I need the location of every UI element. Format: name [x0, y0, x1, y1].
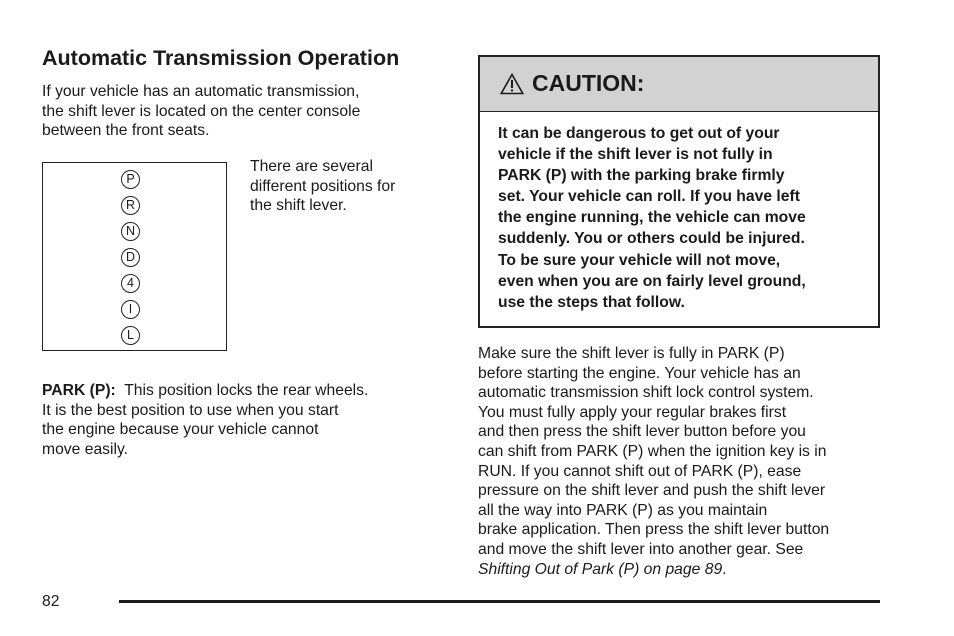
body-line: brake application. Then press the shift lever button	[478, 521, 830, 539]
body-line: automatic transmission shift lock control system.	[478, 384, 814, 402]
caution-line: vehicle if the shift lever is not fully in	[498, 146, 773, 164]
intro-line: between the front seats.	[42, 122, 210, 140]
intro-line: the shift lever is located on the center console	[42, 102, 361, 120]
caution-line: To be sure your vehicle will not move,	[498, 251, 781, 269]
body-line: and then press the shift lever button before you	[478, 423, 806, 441]
caution-header	[480, 57, 878, 112]
body-line: Make sure the shift lever is fully in PARK (P)	[478, 345, 785, 362]
caution-line: set. Your vehicle can roll. If you have left	[498, 188, 800, 206]
warning-triangle-icon	[500, 73, 524, 95]
section-heading: Automatic Transmission Operation	[42, 46, 400, 70]
park-line: the engine because your vehicle cannot	[42, 421, 319, 439]
park-line: move easily.	[42, 440, 129, 458]
body-line: pressure on the shift lever and push the shift lever	[478, 482, 826, 500]
caution-line: even when you are on fairly level ground,	[498, 272, 806, 290]
page-number: 82	[42, 593, 60, 610]
intro-line: If your vehicle has an automatic transmission,	[42, 83, 360, 100]
shift-lock-paragraph	[478, 344, 829, 579]
caption-line: different positions for	[250, 177, 396, 195]
body-line: RUN. If you cannot shift out of PARK (P), ease	[478, 462, 802, 480]
caption-line: the shift lever.	[250, 197, 347, 215]
cross-reference-link[interactable]: Shifting Out of Park (P) on page 89	[478, 560, 723, 578]
body-line: can shift from PARK (P) when the ignition key is in	[478, 442, 827, 460]
body-line: and move the shift lever into another gear. See	[478, 540, 804, 558]
park-first-text: This position locks the rear wheels.	[124, 382, 369, 399]
caution-box	[478, 55, 880, 328]
shift-lever-diagram	[42, 162, 227, 351]
caution-line: PARK (P) with the parking brake firmly	[498, 167, 785, 185]
gear-position-l-icon: L	[121, 326, 140, 345]
caution-line: suddenly. You or others could be injured.	[498, 230, 805, 248]
park-first-line	[42, 381, 368, 401]
caution-text	[498, 123, 806, 313]
diagram-caption	[250, 157, 395, 216]
caution-line: It can be dangerous to get out of your	[498, 125, 780, 142]
park-label: PARK (P):	[42, 382, 116, 399]
body-line: all the way into PARK (P) as you maintain	[478, 501, 768, 519]
footer-rule	[119, 600, 880, 603]
intro-paragraph	[42, 82, 360, 141]
gear-position-4-icon: 4	[121, 274, 140, 293]
caution-title: CAUTION:	[532, 70, 645, 96]
body-line: before starting the engine. Your vehicle has an	[478, 364, 801, 382]
park-paragraph	[42, 381, 368, 459]
caption-line: There are several	[250, 158, 373, 175]
caution-line: use the steps that follow.	[498, 293, 685, 311]
gear-position-r-icon: R	[121, 196, 140, 215]
gear-position-d-icon: D	[121, 248, 140, 267]
body-line: You must fully apply your regular brakes first	[478, 403, 787, 421]
park-line: It is the best position to use when you start	[42, 401, 339, 419]
gear-position-p-icon: P	[121, 170, 140, 189]
cross-reference-line	[478, 560, 829, 580]
cross-reference-period: .	[722, 560, 727, 578]
caution-line: the engine running, the vehicle can move	[498, 209, 806, 227]
gear-position-n-icon: N	[121, 222, 140, 241]
gear-position-i-icon: I	[121, 300, 140, 319]
